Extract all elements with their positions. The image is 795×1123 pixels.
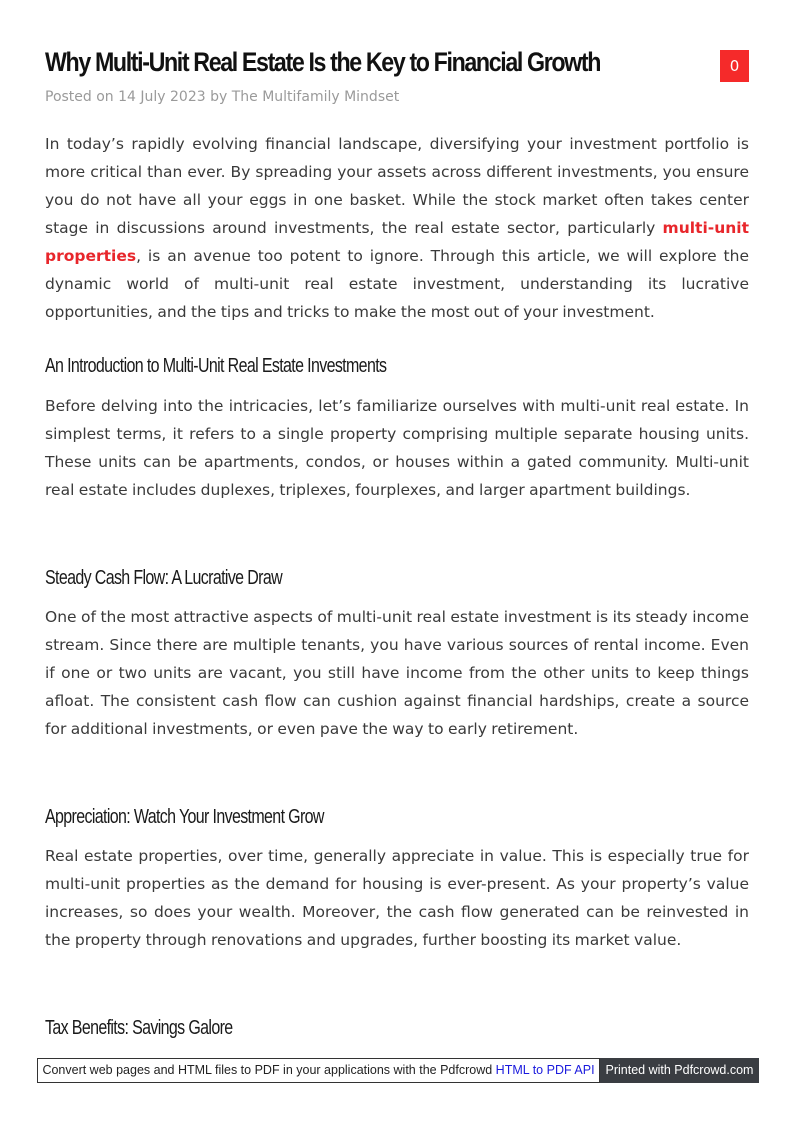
convert-text: Convert web pages and HTML files to PDF in your applications with the Pdfcrowd xyxy=(42,1063,496,1077)
section-body-introduction: Before delving into the intricacies, let’s familiarize ourselves with multi-unit real estate. In simplest terms, it refers to a single property comprising multiple separate housing units. These units can be apartments, condos, or houses within a gated community. Multi-unit real estate includes duplexes, triplexes, fourplexes, and larger apartment buildings. xyxy=(45,397,749,499)
post-meta: Posted on 14 July 2023 by The Multifamily Mindset xyxy=(45,89,400,105)
intro-text-end: , is an avenue too potent to ignore. Through this article, we will explore the dynamic world of multi-unit real estate investment, understanding its lucrative opportunities, and the tips and tricks to make the most out of your investment. xyxy=(45,247,749,321)
section-body-cash-flow: One of the most attractive aspects of multi-unit real estate investment is its steady income stream. Since there are multiple tenants, you have various sources of rental income. Even if one or two units are vacant, you still have income from the other units to keep things afloat. The consistent cash flow can cushion against financial hardships, create a source for additional investments, or even pave the way to early retirement. xyxy=(45,608,749,738)
intro-paragraph xyxy=(45,130,749,326)
section-heading-tax-benefits: Tax Benefits: Savings Galore xyxy=(45,1017,233,1039)
printed-with-badge[interactable]: Printed with Pdfcrowd.com xyxy=(600,1058,759,1083)
intro-text-start: In today’s rapidly evolving financial landscape, diversifying your investment portfolio is more critical than ever. By spreading your assets across different investments, you ensure you do not have all your eggs in one basket. While the stock market often takes center stage in discussions around investments, the real estate sector, particularly xyxy=(45,135,749,237)
section-heading-cash-flow: Steady Cash Flow: A Lucrative Draw xyxy=(45,567,283,589)
comment-count-badge[interactable]: 0 xyxy=(720,50,749,82)
article-title: Why Multi-Unit Real Estate Is the Key to Financial Growth xyxy=(45,47,601,77)
multi-unit-properties-link[interactable]: multi-unit properties xyxy=(45,219,749,265)
section-heading-appreciation: Appreciation: Watch Your Investment Grow xyxy=(45,806,324,828)
pdfcrowd-footer xyxy=(37,1058,759,1083)
section-heading-introduction: An Introduction to Multi-Unit Real Estate Investments xyxy=(45,355,387,377)
section-body-appreciation: Real estate properties, over time, generally appreciate in value. This is especially true for multi-unit properties as the demand for housing is ever-present. As your property’s value increases, so does your wealth. Moreover, the cash flow generated can be reinvested in the property through renovations and upgrades, further boosting its market value. xyxy=(45,847,749,949)
html-to-pdf-api-link[interactable]: HTML to PDF API xyxy=(495,1063,595,1077)
convert-banner xyxy=(37,1058,600,1083)
